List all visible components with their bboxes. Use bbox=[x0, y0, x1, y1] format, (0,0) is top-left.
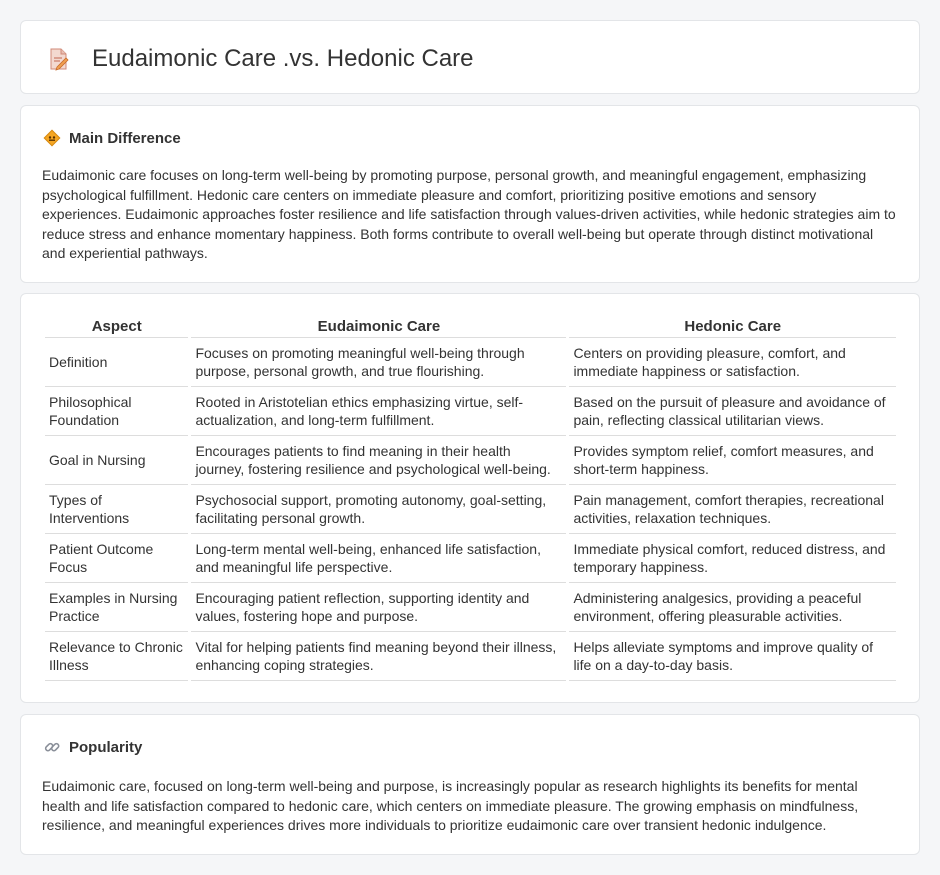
link-icon bbox=[43, 738, 61, 756]
aspect-cell: Patient Outcome Focus bbox=[45, 534, 188, 583]
hedonic-cell: Centers on providing pleasure, comfort, and immediate happiness or satisfaction. bbox=[569, 338, 896, 387]
table-row bbox=[45, 436, 896, 485]
comparison-table bbox=[42, 316, 899, 681]
main-difference-header bbox=[43, 128, 181, 148]
aspect-cell: Definition bbox=[45, 338, 188, 387]
popularity-heading: Popularity bbox=[69, 738, 143, 756]
aspect-cell: Relevance to Chronic Illness bbox=[45, 632, 188, 681]
table-row bbox=[45, 485, 896, 534]
eudaimonic-cell: Encourages patients to find meaning in their health journey, fostering resilience and psychological well-being. bbox=[191, 436, 566, 485]
table-row bbox=[45, 534, 896, 583]
eudaimonic-cell: Encouraging patient reflection, supporting identity and values, fostering hope and purpose. bbox=[191, 583, 566, 632]
title-card bbox=[20, 20, 920, 94]
main-difference-card bbox=[20, 105, 920, 283]
eudaimonic-cell: Vital for helping patients find meaning beyond their illness, enhancing coping strategies. bbox=[191, 632, 566, 681]
hedonic-cell: Based on the pursuit of pleasure and avoidance of pain, reflecting classical utilitarian views. bbox=[569, 387, 896, 436]
popularity-card bbox=[20, 714, 920, 855]
hedonic-cell: Helps alleviate symptoms and improve quality of life on a day-to-day basis. bbox=[569, 632, 896, 681]
aspect-cell: Goal in Nursing bbox=[45, 436, 188, 485]
eudaimonic-cell: Focuses on promoting meaningful well-being through purpose, personal growth, and true flourishing. bbox=[191, 338, 566, 387]
main-difference-text: Eudaimonic care focuses on long-term well-being by promoting purpose, personal growth, and meaningful engagement, emphasizing psychological fulfillment. Hedonic care centers on immediate pleasure and comfort, prioritizing positive emotions and sensory experiences. Eudaimonic approaches foster resilience and life satisfaction through values-driven activities, while hedonic strategies aim to reduce stress and enhance momentary happiness. Both forms contribute to overall well-being but operate through distinct motivational and experiential pathways. bbox=[42, 167, 896, 261]
page-title: Eudaimonic Care .vs. Hedonic Care bbox=[92, 45, 474, 72]
eudaimonic-cell: Psychosocial support, promoting autonomy, goal-setting, facilitating personal growth. bbox=[191, 485, 566, 534]
eudaimonic-cell: Long-term mental well-being, enhanced life satisfaction, and meaningful life perspective. bbox=[191, 534, 566, 583]
table-header-row bbox=[45, 316, 896, 338]
eudaimonic-cell: Rooted in Aristotelian ethics emphasizing virtue, self-actualization, and long-term fulfillment. bbox=[191, 387, 566, 436]
aspect-cell: Philosophical Foundation bbox=[45, 387, 188, 436]
header-eudaimonic: Eudaimonic Care bbox=[191, 316, 566, 338]
hedonic-cell: Immediate physical comfort, reduced distress, and temporary happiness. bbox=[569, 534, 896, 583]
diamond-sign-icon bbox=[43, 129, 61, 147]
document-edit-icon bbox=[47, 47, 71, 71]
table-row bbox=[45, 387, 896, 436]
popularity-text: Eudaimonic care, focused on long-term well-being and purpose, is increasingly popular as research highlights its benefits for mental health and life satisfaction compared to hedonic care, which centers on immediate pleasure. The growing emphasis on mindfulness, resilience, and meaningful experiences drives more individuals to prioritize eudaimonic care over transient hedonic indulgence. bbox=[42, 778, 859, 833]
hedonic-cell: Administering analgesics, providing a peaceful environment, offering pleasurable activities. bbox=[569, 583, 896, 632]
table-row bbox=[45, 632, 896, 681]
comparison-card bbox=[20, 293, 920, 703]
header-hedonic: Hedonic Care bbox=[569, 316, 896, 338]
aspect-cell: Examples in Nursing Practice bbox=[45, 583, 188, 632]
hedonic-cell: Provides symptom relief, comfort measures, and short-term happiness. bbox=[569, 436, 896, 485]
hedonic-cell: Pain management, comfort therapies, recreational activities, relaxation techniques. bbox=[569, 485, 896, 534]
header-aspect: Aspect bbox=[45, 316, 188, 338]
aspect-cell: Types of Interventions bbox=[45, 485, 188, 534]
main-difference-heading: Main Difference bbox=[69, 129, 181, 147]
popularity-header bbox=[43, 737, 142, 757]
table-row bbox=[45, 583, 896, 632]
table-row bbox=[45, 338, 896, 387]
